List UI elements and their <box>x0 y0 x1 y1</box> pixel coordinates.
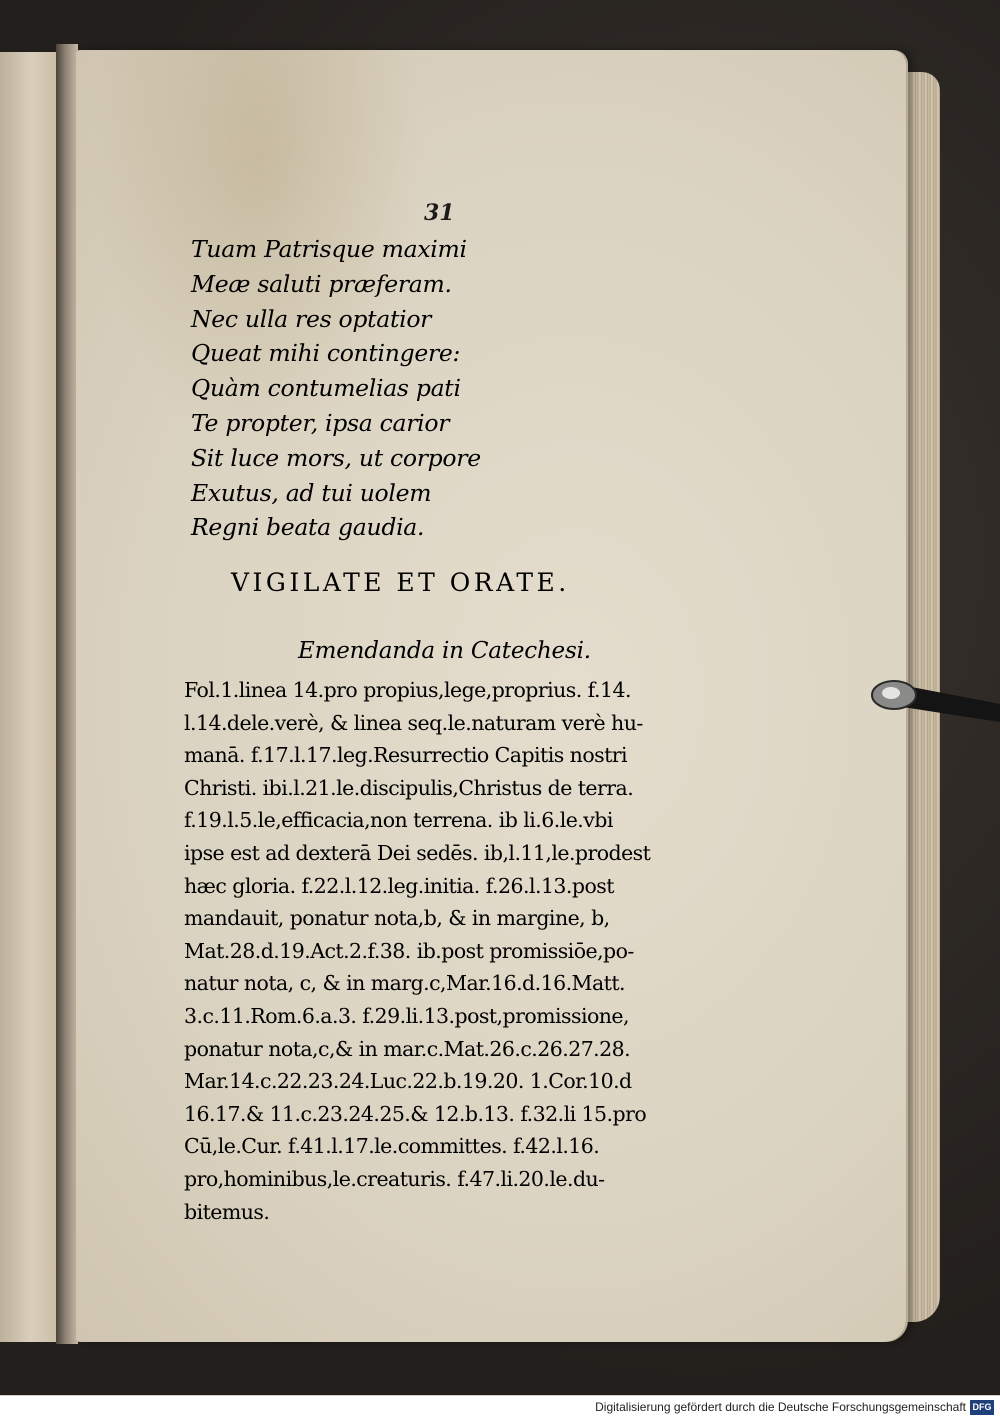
verse-line: Sit luce mors, ut corpore <box>191 443 481 472</box>
verse-line: Meæ saluti præferam. <box>191 269 452 298</box>
funding-credit: Digitalisierung gefördert durch die Deutsche Forschungsgemeinschaft <box>595 1400 966 1414</box>
verse-line: Queat mihi contingere: <box>191 339 461 368</box>
book-page <box>76 50 906 1342</box>
verse-line: Nec ulla res optatior <box>191 304 432 333</box>
errata-line: 3.c.11.Rom.6.a.3. f.29.li.13.post,promissione, <box>184 1003 629 1028</box>
book-gutter <box>56 44 78 1344</box>
errata-line: Cū,le.Cur. f.41.l.17.le.committes. f.42.l.16. <box>184 1134 600 1159</box>
motto-heading: VIGILATE ET ORATE. <box>231 568 570 597</box>
verse-block <box>191 232 481 545</box>
verse-line: Exutus, ad tui uolem <box>191 478 432 507</box>
page-holder-clip <box>866 670 1000 724</box>
errata-line: ipse est ad dexterā Dei sedēs. ib,l.11,le.prodest <box>184 840 651 865</box>
errata-line: Mar.14.c.22.23.24.Luc.22.b.19.20. 1.Cor.10.d <box>184 1069 632 1094</box>
errata-heading: Emendanda in Catechesi. <box>298 638 591 664</box>
errata-line: l.14.dele.verè, & linea seq.le.naturam verè hu- <box>184 710 643 735</box>
dfg-logo-icon: DFG <box>970 1400 994 1415</box>
errata-line: bitemus. <box>184 1199 270 1224</box>
errata-line: 16.17.& 11.c.23.24.25.& 12.b.13. f.32.li 15.pro <box>184 1101 647 1126</box>
errata-line: pro,hominibus,le.creaturis. f.47.li.20.le.du- <box>184 1166 605 1191</box>
errata-line: natur nota, c, & in marg.c,Mar.16.d.16.Matt. <box>184 971 625 996</box>
errata-line: mandauit, ponatur nota,b, & in margine, b, <box>184 906 610 931</box>
errata-block <box>184 674 650 1228</box>
errata-line: f.19.l.5.le,efficacia,non terrena. ib li.6.le.vbi <box>184 808 613 833</box>
verse-line: Regni beata gaudia. <box>191 513 425 542</box>
errata-line: Mat.28.d.19.Act.2.f.38. ib.post promissiōe,po- <box>184 938 634 963</box>
previous-page-edge <box>0 52 58 1342</box>
verse-line: Quàm contumelias pati <box>191 374 461 403</box>
errata-line: ponatur nota,c,& in mar.c.Mat.26.c.26.27.28. <box>184 1036 631 1061</box>
errata-line: manā. f.17.l.17.leg.Resurrectio Capitis nostri <box>184 743 628 768</box>
folio-number: 31 <box>424 200 455 226</box>
verse-line: Te propter, ipsa carior <box>191 408 450 437</box>
errata-line: Fol.1.linea 14.pro propius,lege,proprius. f.14. <box>184 678 631 702</box>
verse-line: Tuam Patrisque maximi <box>191 235 467 263</box>
digitization-footer <box>0 1395 1000 1420</box>
errata-line: hæc gloria. f.22.l.12.leg.initia. f.26.l.13.post <box>184 873 614 898</box>
errata-line: Christi. ibi.l.21.le.discipulis,Christus de terra. <box>184 775 634 800</box>
